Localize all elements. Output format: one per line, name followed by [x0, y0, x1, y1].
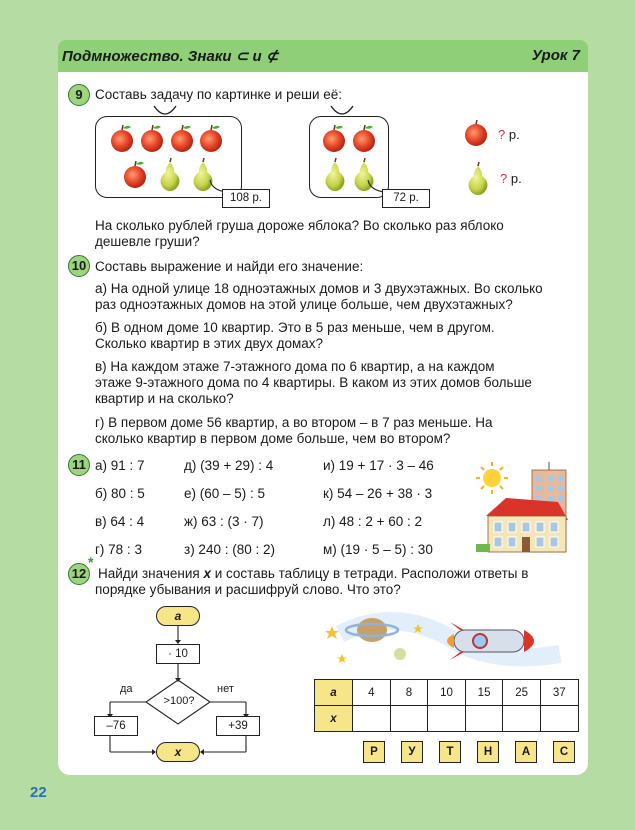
letter-tile: Р — [363, 741, 385, 763]
task-10v-line-1: в) На каждом этаже 7-этажного дома по 6 квартир, а на каждом — [95, 359, 495, 374]
expr-k: к) 54 – 26 + 38 · 3 — [323, 486, 433, 501]
value-cell: 8 — [390, 680, 428, 706]
expr-z: з) 240 : (80 : 2) — [184, 542, 275, 557]
flowchart-no-label: нет — [217, 683, 234, 695]
pear-price-unknown — [500, 170, 522, 187]
task-12-line-2: порядке убывания и расшифруй слово. Что это? — [95, 582, 401, 597]
empty-cell — [503, 706, 541, 732]
row-a-header: a — [315, 680, 353, 706]
task-9-badge: 9 — [68, 84, 90, 106]
task-10-text: Составь выражение и найди его значение: — [95, 259, 364, 274]
value-cell: 15 — [465, 680, 503, 706]
houses-illustration — [472, 458, 584, 554]
task-10a-line-2: раз одноэтажных домов на этой улице больше, чем двухэтажных? — [95, 297, 513, 312]
price-tag-2: 72 р. — [382, 189, 430, 208]
task-10g-line-2: сколько квартир в первом доме больше, чем во втором? — [95, 431, 451, 446]
value-cell: 10 — [428, 680, 466, 706]
price-tag-1: 108 р. — [222, 189, 270, 208]
flowchart-multiply: · 10 — [156, 644, 200, 664]
apple-price-unit: р. — [505, 127, 520, 142]
lesson-header — [58, 40, 588, 72]
pear-price-unit: р. — [507, 171, 522, 186]
task-12-text-b: и составь таблицу в тетради. Расположи ответы в — [210, 566, 529, 581]
flowchart-subtract: –76 — [94, 716, 138, 736]
empty-cell — [540, 706, 578, 732]
task-11-badge: 11 — [68, 454, 90, 476]
sun-icon — [476, 462, 508, 494]
apple-price-unknown — [498, 126, 520, 143]
empty-cell — [465, 706, 503, 732]
flowchart-yes-label: да — [120, 683, 133, 695]
expr-g: г) 78 : 3 — [95, 542, 142, 557]
expr-i: и) 19 + 17 · 3 – 46 — [323, 458, 434, 473]
value-cell: 37 — [540, 680, 578, 706]
lesson-title: Подмножество. Знаки ⊂ и ⊄ — [62, 48, 279, 65]
answer-table-row-x — [315, 706, 579, 732]
task-10b-line-2: Сколько квартир в этих двух домах? — [95, 336, 324, 351]
flowchart-end: x — [156, 742, 200, 762]
task-9-question-1: На сколько рублей груша дороже яблока? Во сколько раз яблоко — [95, 218, 504, 233]
value-cell: 4 — [353, 680, 391, 706]
task-10a-line-1: а) На одной улице 18 одноэтажных домов и 3 двухэтажных. Во сколько — [95, 281, 543, 296]
answer-table-row-a — [315, 680, 579, 706]
expr-m: м) (19 · 5 – 5) : 30 — [323, 542, 433, 557]
empty-cell — [390, 706, 428, 732]
difficulty-star: * — [88, 554, 94, 570]
task-10b-line-1: б) В одном доме 10 квартир. Это в 5 раз меньше, чем в другом. — [95, 320, 495, 335]
task-9-question-2: дешевле груши? — [95, 234, 200, 249]
task-12-line-1 — [98, 565, 528, 582]
task-10v-line-2: этаже 9-этажного дома по 4 квартиры. В каком из этих домов больше — [95, 375, 532, 390]
pear-icon — [464, 162, 492, 196]
expr-d: д) (39 + 29) : 4 — [184, 458, 274, 473]
question-mark: ? — [500, 171, 508, 186]
flowchart-start: a — [156, 606, 200, 626]
letter-tile: Н — [477, 741, 499, 763]
row-x-header: x — [315, 706, 353, 732]
task-12-text-a: Найди значения — [98, 566, 204, 581]
question-mark: ? — [498, 127, 506, 142]
expr-a: а) 91 : 7 — [95, 458, 145, 473]
expr-b: б) 80 : 5 — [95, 486, 145, 501]
letter-tile: С — [553, 741, 575, 763]
letter-tile: У — [401, 741, 423, 763]
letter-tile: Т — [439, 741, 461, 763]
apple-icon — [462, 120, 490, 148]
task-12-badge: 12 — [68, 563, 90, 585]
value-cell: 25 — [503, 680, 541, 706]
letter-tile: А — [515, 741, 537, 763]
task-10g-line-1: г) В первом доме 56 квартир, а во втором – в 7 раз меньше. На — [95, 415, 493, 430]
task-9-text: Составь задачу по картинке и реши её: — [95, 87, 343, 102]
page-number: 22 — [30, 784, 47, 801]
space-rocket-illustration — [320, 604, 580, 670]
empty-cell — [353, 706, 391, 732]
expr-v: в) 64 : 4 — [95, 514, 145, 529]
expr-l: л) 48 : 2 + 60 : 2 — [323, 514, 423, 529]
task-10v-line-3: квартир и на сколько? — [95, 391, 234, 406]
flowchart-add: +39 — [216, 716, 260, 736]
answer-table — [314, 679, 579, 732]
task-12-variable: x — [203, 566, 211, 581]
expr-e: е) (60 – 5) : 5 — [184, 486, 266, 501]
task-10-badge: 10 — [68, 255, 90, 277]
expr-zh: ж) 63 : (3 · 7) — [184, 514, 264, 529]
flowchart-condition: >100? — [163, 695, 195, 707]
lesson-number: Урок 7 — [531, 47, 580, 64]
empty-cell — [428, 706, 466, 732]
